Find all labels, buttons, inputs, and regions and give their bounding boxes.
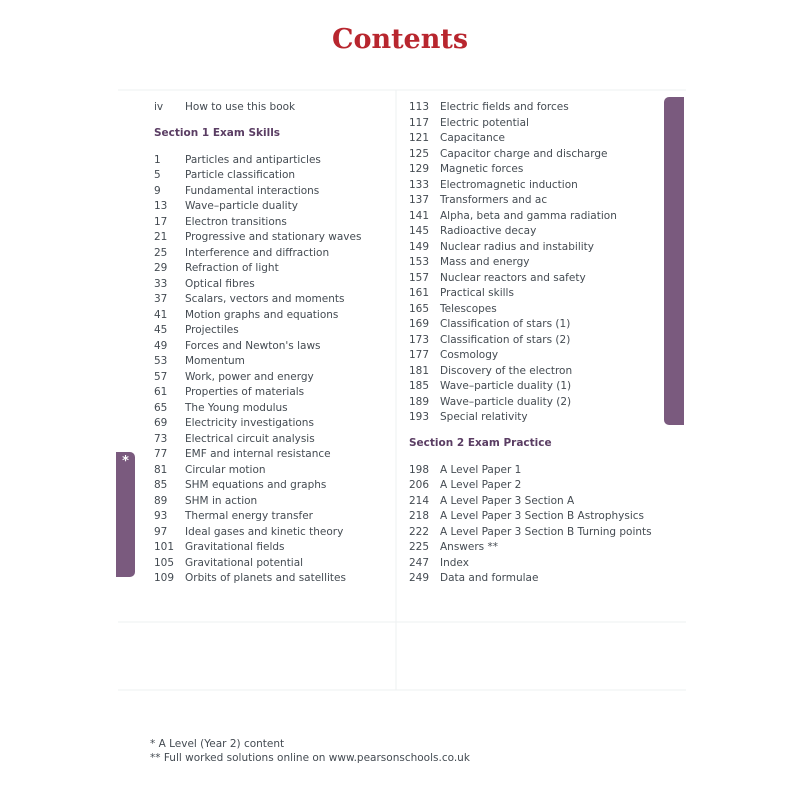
entry-page-number: 121 — [409, 132, 430, 144]
contents-entry[interactable] — [154, 494, 394, 510]
entry-page-number: 109 — [154, 572, 175, 584]
entry-title: Properties of materials — [185, 386, 305, 398]
asterisk-icon: * — [122, 454, 129, 469]
entry-page-number: 65 — [154, 401, 168, 414]
entry-title: How to use this book — [185, 101, 296, 113]
entry-title: Particle classification — [185, 169, 296, 181]
entry-title: SHM in action — [185, 494, 258, 507]
entry-page-number: 85 — [154, 479, 168, 491]
contents-entry[interactable] — [154, 416, 394, 432]
entry-page-number: 222 — [409, 525, 430, 538]
entry-title: Nuclear radius and instability — [440, 240, 594, 253]
contents-entry[interactable] — [154, 184, 394, 200]
contents-entry[interactable] — [154, 230, 394, 246]
contents-entry[interactable] — [409, 302, 659, 318]
entry-page-number: 25 — [154, 246, 168, 259]
contents-entry[interactable] — [409, 116, 659, 132]
entry-page-number: 1 — [154, 153, 161, 166]
entry-page-number: 117 — [409, 116, 430, 129]
entry-page-number: 57 — [154, 370, 168, 383]
contents-entry[interactable] — [154, 308, 394, 324]
side-tab-left — [116, 452, 135, 577]
spacer — [154, 142, 394, 153]
entry-page-number: 9 — [154, 184, 161, 197]
entry-title: Magnetic forces — [440, 163, 524, 175]
entry-page-number: 105 — [154, 556, 175, 569]
entry-page-number: 141 — [409, 209, 430, 222]
contents-entry[interactable] — [409, 379, 659, 395]
contents-entry[interactable] — [409, 224, 659, 240]
contents-entry-practice[interactable] — [409, 494, 659, 510]
contents-entry[interactable] — [409, 240, 659, 256]
entry-title: The Young modulus — [185, 401, 288, 414]
entry-page-number: 145 — [409, 225, 430, 237]
entry-page-number: 129 — [409, 163, 430, 175]
entry-title: A Level Paper 3 Section B Turning points — [440, 525, 652, 538]
spacer — [409, 426, 659, 437]
entry-title: EMF and internal resistance — [185, 448, 331, 460]
contents-entry[interactable] — [154, 354, 394, 370]
entry-title: Electric fields and forces — [440, 101, 569, 113]
contents-entry-practice[interactable] — [409, 556, 659, 572]
entry-page-number: 198 — [409, 463, 430, 476]
entry-title: Optical fibres — [185, 277, 255, 290]
contents-entry[interactable] — [154, 401, 394, 417]
entry-title: Cosmology — [440, 349, 499, 361]
entry-title: Interference and diffraction — [185, 246, 330, 259]
entry-page-number: 97 — [154, 525, 168, 538]
entry-title: Fundamental interactions — [185, 184, 320, 197]
contents-entry[interactable] — [409, 410, 659, 426]
entry-page-number: 93 — [154, 510, 168, 522]
entry-title: Electromagnetic induction — [440, 178, 578, 191]
contents-entry[interactable] — [409, 162, 659, 178]
contents-entry[interactable] — [154, 509, 394, 525]
entry-title: Motion graphs and equations — [185, 308, 339, 321]
entry-title: Data and formulae — [440, 572, 539, 584]
contents-entry[interactable] — [154, 447, 394, 463]
footnote-solutions: ** Full worked solutions online on www.pearsonschools.co.uk — [150, 752, 470, 764]
entry-page-number: 247 — [409, 556, 430, 569]
contents-entry[interactable] — [154, 292, 394, 308]
entry-title: Gravitational potential — [185, 556, 304, 569]
entry-title: Scalars, vectors and moments — [185, 293, 345, 305]
entry-page-number: 133 — [409, 178, 430, 191]
entry-title: Circular motion — [185, 463, 266, 476]
entry-page-number: 173 — [409, 333, 430, 346]
entry-title: Electric potential — [440, 116, 529, 129]
entry-title: Special relativity — [440, 411, 528, 423]
entry-title: Discovery of the electron — [440, 364, 573, 377]
entry-page-number: 149 — [409, 240, 430, 253]
entry-page-number: 214 — [409, 494, 430, 507]
entry-page-number: 41 — [154, 308, 168, 321]
entry-page-number: 29 — [154, 262, 168, 274]
contents-entry[interactable] — [409, 364, 659, 380]
entry-title: Wave–particle duality (2) — [440, 395, 572, 408]
contents-entry-practice[interactable] — [409, 509, 659, 525]
contents-entry[interactable] — [154, 370, 394, 386]
contents-entry-intro[interactable] — [154, 100, 394, 116]
entry-title: Nuclear reactors and safety — [440, 271, 586, 284]
entry-title: Ideal gases and kinetic theory — [185, 525, 344, 538]
entry-page-number: 225 — [409, 541, 430, 553]
contents-entry[interactable] — [409, 317, 659, 333]
entry-title: SHM equations and graphs — [185, 479, 327, 491]
contents-entry[interactable] — [409, 333, 659, 349]
contents-entry[interactable] — [154, 261, 394, 277]
entry-title: A Level Paper 3 Section B Astrophysics — [440, 510, 645, 522]
section-heading-exam-skills: Section 1 Exam Skills — [154, 127, 281, 139]
contents-entry[interactable] — [409, 271, 659, 287]
entry-title: Particles and antiparticles — [185, 153, 321, 166]
entry-title: Mass and energy — [440, 256, 530, 268]
contents-entry[interactable] — [409, 348, 659, 364]
entry-page-number: 185 — [409, 380, 430, 392]
entry-page-number: 177 — [409, 349, 430, 361]
entry-title: Wave–particle duality (1) — [440, 380, 572, 392]
contents-right-column — [409, 100, 659, 587]
entry-page-number: 81 — [154, 463, 168, 476]
entry-title: Wave–particle duality — [185, 200, 298, 212]
contents-entry-practice[interactable] — [409, 463, 659, 479]
entry-title: Projectiles — [185, 324, 239, 336]
entry-page-number: 89 — [154, 494, 168, 507]
entry-page-number: 165 — [409, 302, 430, 315]
contents-entry[interactable] — [154, 215, 394, 231]
entry-page-number: 61 — [154, 386, 168, 398]
entry-page-number: 206 — [409, 479, 430, 491]
entry-title: Refraction of light — [185, 262, 279, 274]
entry-title: A Level Paper 3 Section A — [440, 494, 575, 507]
entry-page-number: 37 — [154, 293, 168, 305]
entry-page-number: 77 — [154, 448, 168, 460]
entry-title: Electron transitions — [185, 215, 287, 228]
contents-entry[interactable] — [409, 131, 659, 147]
entry-title: Capacitance — [440, 132, 505, 144]
contents-entry[interactable] — [154, 571, 394, 587]
section-heading-exam-practice: Section 2 Exam Practice — [409, 437, 552, 449]
contents-entry[interactable] — [154, 246, 394, 262]
entry-page-number: 13 — [154, 200, 168, 212]
contents-entry[interactable] — [409, 255, 659, 271]
contents-entry[interactable] — [154, 385, 394, 401]
entry-title: Index — [440, 556, 469, 569]
entry-page-number: 125 — [409, 147, 430, 160]
entry-title: Forces and Newton's laws — [185, 339, 321, 352]
contents-entry[interactable] — [154, 199, 394, 215]
entry-title: Practical skills — [440, 287, 514, 299]
contents-entry[interactable] — [409, 395, 659, 411]
entry-title: Classification of stars (1) — [440, 318, 571, 330]
entry-page-number: 137 — [409, 194, 430, 206]
entry-page-number: 49 — [154, 339, 168, 352]
contents-entry[interactable] — [409, 193, 659, 209]
contents-entry[interactable] — [409, 286, 659, 302]
entry-page-number: 161 — [409, 287, 430, 299]
contents-entry[interactable] — [154, 153, 394, 169]
side-tab-right — [664, 97, 684, 425]
entry-title: Progressive and stationary waves — [185, 231, 362, 243]
entry-title: Capacitor charge and discharge — [440, 147, 608, 160]
entry-page-number: 249 — [409, 572, 430, 584]
contents-entry[interactable] — [154, 525, 394, 541]
footnote-year2: * A Level (Year 2) content — [150, 738, 285, 750]
contents-entry[interactable] — [154, 540, 394, 556]
entry-title: Classification of stars (2) — [440, 333, 571, 346]
spacer — [409, 452, 659, 463]
entry-title: Radioactive decay — [440, 225, 537, 237]
entry-page-number: 189 — [409, 395, 430, 408]
contents-entry-practice[interactable] — [409, 478, 659, 494]
entry-title: Electrical circuit analysis — [185, 432, 315, 445]
entry-page-number: 218 — [409, 510, 430, 522]
entry-page-number: 33 — [154, 277, 168, 290]
footnotes — [150, 737, 470, 765]
contents-entry[interactable] — [154, 432, 394, 448]
contents-entry[interactable] — [154, 168, 394, 184]
entry-title: Work, power and energy — [185, 370, 314, 383]
entry-page-number: 17 — [154, 215, 168, 228]
entry-title: Orbits of planets and satellites — [185, 572, 346, 584]
entry-page-number: 69 — [154, 417, 168, 429]
contents-entry[interactable] — [154, 463, 394, 479]
contents-entry-practice[interactable] — [409, 540, 659, 556]
contents-entry[interactable] — [409, 209, 659, 225]
page-title: Contents — [331, 24, 469, 55]
entry-page-number: 53 — [154, 355, 168, 367]
contents-entry[interactable] — [154, 478, 394, 494]
entry-page-number: 169 — [409, 318, 430, 330]
contents-entry[interactable] — [154, 323, 394, 339]
entry-title: A Level Paper 1 — [440, 463, 522, 476]
entry-page-number: 193 — [409, 411, 430, 423]
entry-title: Transformers and ac — [440, 194, 548, 206]
entry-page-number: 157 — [409, 271, 430, 284]
entry-page-number: iv — [154, 101, 164, 113]
contents-entry-practice[interactable] — [409, 525, 659, 541]
contents-entry[interactable] — [154, 277, 394, 293]
entry-page-number: 181 — [409, 364, 430, 377]
contents-entry[interactable] — [154, 556, 394, 572]
entry-title: Thermal energy transfer — [185, 510, 313, 522]
entry-page-number: 101 — [154, 541, 175, 553]
contents-entry-practice[interactable] — [409, 571, 659, 587]
entry-page-number: 73 — [154, 432, 168, 445]
contents-entry[interactable] — [154, 339, 394, 355]
entry-title: Telescopes — [440, 302, 497, 315]
contents-entry[interactable] — [409, 147, 659, 163]
entry-page-number: 5 — [154, 169, 161, 181]
entry-page-number: 153 — [409, 256, 430, 268]
contents-left-column — [154, 100, 394, 587]
entry-title: A Level Paper 2 — [440, 479, 522, 491]
entry-page-number: 45 — [154, 324, 168, 336]
entry-page-number: 21 — [154, 231, 168, 243]
spacer — [154, 116, 394, 127]
entry-title: Gravitational fields — [185, 541, 285, 553]
entry-title: Answers ** — [440, 541, 498, 553]
contents-entry[interactable] — [409, 100, 659, 116]
entry-title: Electricity investigations — [185, 417, 314, 429]
entry-title: Momentum — [185, 355, 245, 367]
entry-title: Alpha, beta and gamma radiation — [440, 209, 617, 222]
contents-entry[interactable] — [409, 178, 659, 194]
entry-page-number: 113 — [409, 101, 430, 113]
